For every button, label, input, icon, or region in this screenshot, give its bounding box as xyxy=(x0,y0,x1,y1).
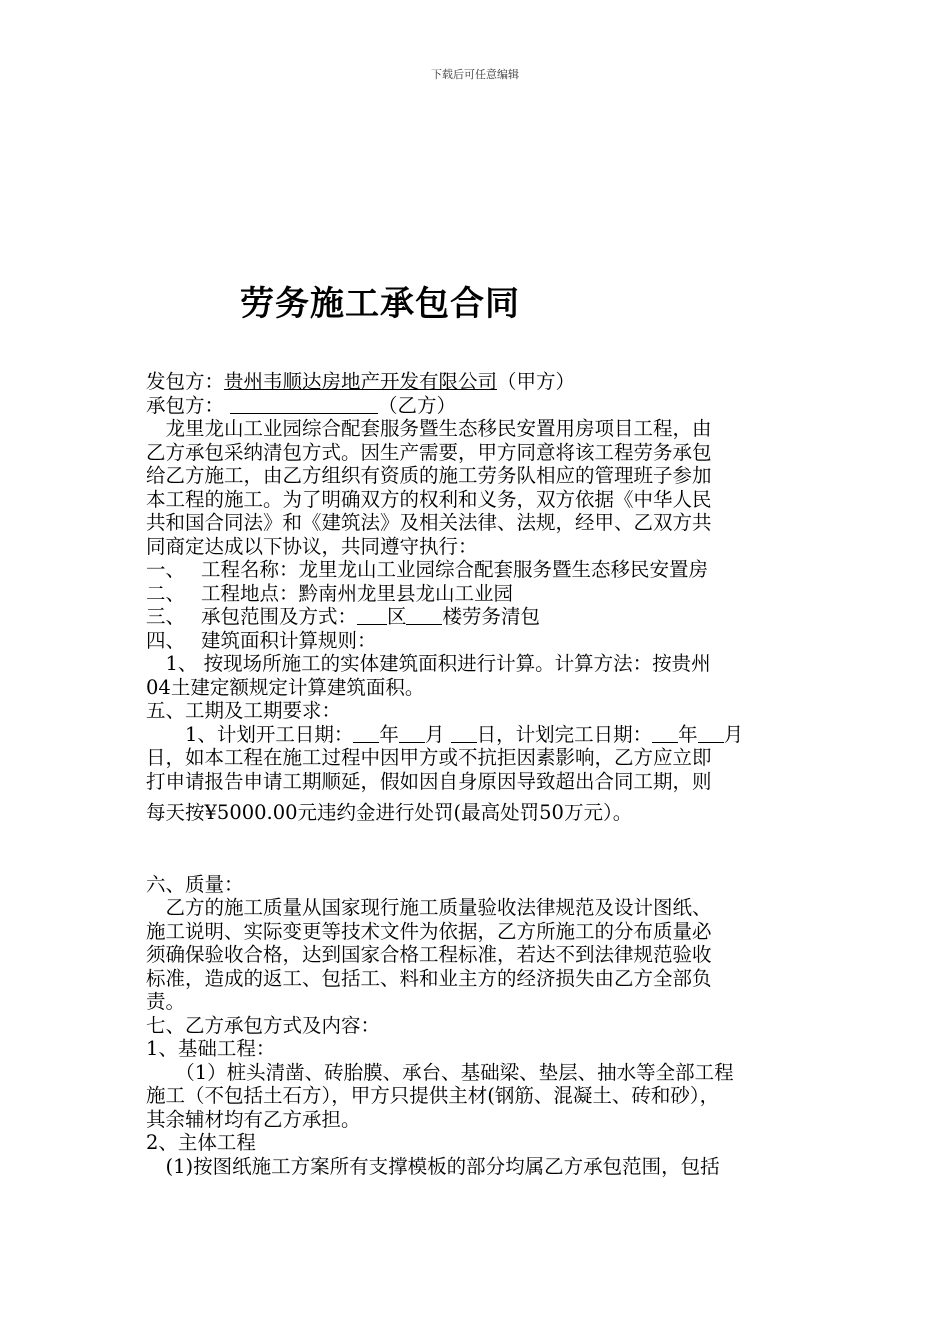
structure-text-line: (1)按图纸施工方案所有支撑模板的部分均属乙方承包范围，包括 xyxy=(146,1154,720,1178)
start-date-label: 1、计划开工日期： xyxy=(146,722,354,746)
section-4-item-1-cont: 04土建定额规定计算建筑面积。 xyxy=(146,675,425,699)
section-5-item-1-cont: 打申请报告申请工期顺延，假如因自身原因导致超出合同工期，则 xyxy=(146,769,712,793)
header-note: 下载后可任意编辑 xyxy=(431,68,519,81)
intro-line: 同商定达成以下协议，共同遵守执行： xyxy=(146,534,478,558)
section-5-penalty: 每天按¥5000.00元违约金进行处罚(最高处罚50万元）。 xyxy=(146,801,633,824)
section-2-project-location: 二、 工程地点：黔南州龙里县龙山工业园 xyxy=(146,581,513,605)
section-7-scope: 七、乙方承包方式及内容： xyxy=(146,1013,381,1037)
quality-text-line: 须确保验收合格，达到国家合格工程标准，若达不到法律规范验收 xyxy=(146,943,712,966)
quality-text-line: 乙方的施工质量从国家现行施工质量验收法律规范及设计图纸、 xyxy=(146,896,712,919)
intro-line: 龙里龙山工业园综合配套服务暨生态移民安置用房项目工程，由 xyxy=(146,417,712,440)
start-year-blank xyxy=(353,724,379,743)
section-3-scope xyxy=(146,605,816,629)
intro-line: 乙方承包采纳清包方式。因生产需要，甲方同意将该工程劳务承包 xyxy=(146,440,712,464)
foundation-text-line: 其余辅材均有乙方承担。 xyxy=(146,1107,361,1131)
start-day-blank xyxy=(451,724,477,743)
employer-role: （甲方） xyxy=(497,370,576,393)
employer-label: 发包方： xyxy=(146,370,225,393)
section-5-item-1 xyxy=(146,723,816,747)
intro-line: 本工程的施工。为了明确双方的权利和义务，双方依据《中华人民 xyxy=(146,487,712,511)
year-unit: 年 xyxy=(678,722,698,746)
zone-unit: 区 xyxy=(386,605,407,628)
employer-line xyxy=(146,370,816,394)
contractor-role: （乙方） xyxy=(378,393,457,417)
quality-text-line: 施工说明、实际变更等技术文件为依据，乙方所施工的分布质量必 xyxy=(146,919,712,943)
document-title: 劳务施工承包合同 xyxy=(240,284,520,324)
building-blank xyxy=(406,606,442,625)
employer-name: 贵州韦顺达房地产开发有限公司 xyxy=(224,370,498,393)
zone-blank xyxy=(357,606,387,625)
section-4-item-1: 1、 按现场所施工的实体建筑面积进行计算。计算方法：按贵州 xyxy=(146,652,711,675)
end-date-label: 日，计划完工日期： xyxy=(476,722,653,746)
section-5-item-1-cont: 日，如本工程在施工过程中因甲方或不抗拒因素影响，乙方应立即 xyxy=(146,746,712,769)
section-1-project-name: 一、 工程名称：龙里龙山工业园综合配套服务暨生态移民安置房 xyxy=(146,558,708,581)
quality-text-line: 责。 xyxy=(146,990,186,1013)
end-year-blank xyxy=(652,724,678,743)
foundation-text-line: （1）桩头清凿、砖胎膜、承台、基础梁、垫层、抽水等全部工程 xyxy=(146,1060,734,1084)
start-month-blank xyxy=(399,724,425,743)
contractor-name-blank xyxy=(230,395,378,414)
contract-body xyxy=(146,370,816,1178)
section-6-quality: 六、质量： xyxy=(146,872,244,896)
foundation-text-line: 施工（不包括土石方），甲方只提供主材(钢筋、混凝土、砖和砂）， xyxy=(146,1084,720,1107)
section-7-item-2: 2、主体工程 xyxy=(146,1131,256,1154)
contractor-line xyxy=(146,394,816,418)
scope-label: 三、 承包范围及方式： xyxy=(146,605,357,628)
section-4-area-rules: 四、 建筑面积计算规则： xyxy=(146,628,377,652)
contractor-label: 承包方： xyxy=(146,393,225,417)
intro-line: 给乙方施工，由乙方组织有资质的施工劳务队相应的管理班子参加 xyxy=(146,464,712,487)
year-unit: 年 xyxy=(379,722,399,746)
quality-text-line: 标准，造成的返工、包括工、料和业主方的经济损失由乙方全部负 xyxy=(146,966,712,990)
month-unit: 月 xyxy=(723,722,744,746)
month-unit: 月 xyxy=(424,722,445,746)
section-5-schedule: 五、工期及工期要求： xyxy=(146,699,342,722)
scope-suffix: 楼劳务清包 xyxy=(442,605,540,628)
intro-line: 共和国合同法》和《建筑法》及相关法律、法规，经甲、乙双方共 xyxy=(146,511,712,534)
end-month-blank xyxy=(698,724,724,743)
section-7-item-1: 1、基础工程： xyxy=(146,1037,276,1060)
